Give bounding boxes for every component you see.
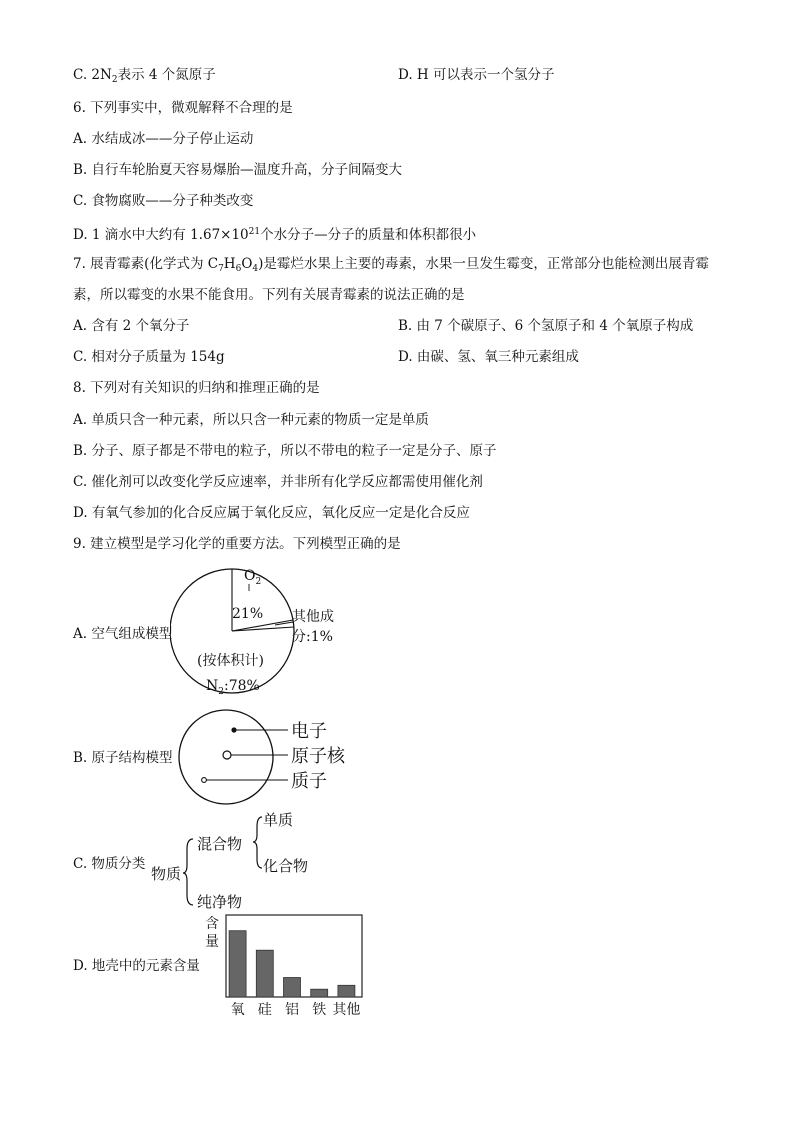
- proton-circle: [202, 778, 207, 783]
- classify-mixture: 混合物: [197, 835, 243, 853]
- q8-stem: 8. 下列对有关知识的归纳和推理正确的是: [73, 380, 320, 396]
- q7-option-b: B. 由 7 个碳原子、6 个氢原子和 4 个氧原子构成: [398, 318, 694, 334]
- q7-option-d: D. 由碳、氢、氧三种元素组成: [398, 349, 579, 365]
- x-tick-label-2: 铝: [285, 1002, 299, 1018]
- q6-option-d: D. 1 滴水中大约有 $1.67\times 10^{21}$个水分子—分子的质量和体积都很小: [73, 227, 477, 243]
- q8-option-d: D. 有氧气参加的化合反应属于氧化反应，氧化反应一定是化合反应: [73, 505, 470, 521]
- bar-2: [284, 978, 301, 998]
- q9-option-d-label: D. 地壳中的元素含量: [73, 958, 200, 974]
- x-tick-label-1: 硅: [257, 1002, 272, 1018]
- proton-label: 质子: [291, 771, 327, 792]
- pie-o2-percent: 21%: [232, 606, 264, 622]
- crust-element-bar-chart: [198, 910, 373, 1022]
- q7-stem-line2: 素，所以霉变的水果不能食用。下列有关展青霉素的说法正确的是: [73, 287, 465, 303]
- q9-option-c-label: C. 物质分类: [73, 856, 146, 872]
- q7-stem-line1: 7. 展青霉素(化学式为 $C_7H_6O_4$)是霉烂水果上主要的毒素，水果一旦发生霉变，正常部分也能检测出展青霉: [73, 256, 709, 274]
- q5-option-c: C. $2N_2$表示 4 个氮原子: [73, 67, 216, 85]
- q8-option-a: A. 单质只含一种元素，所以只含一种元素的物质一定是单质: [73, 412, 429, 428]
- ylabel-char-2: 量: [205, 934, 219, 950]
- q7-option-c: C. 相对分子质量为 154g: [73, 349, 225, 365]
- q9-stem: 9. 建立模型是学习化学的重要方法。下列模型正确的是: [73, 536, 401, 552]
- q6-option-c: C. 食物腐败——分子种类改变: [73, 193, 254, 209]
- classify-compound: 化合物: [263, 857, 309, 875]
- pie-other-label-2: 分:1%: [292, 629, 333, 645]
- mixture-brace: [253, 817, 262, 868]
- ylabel-char-1: 含: [205, 916, 219, 932]
- atom-structure-model: [175, 708, 365, 806]
- pie-o2-label: $O_2$: [244, 568, 262, 587]
- q6-stem: 6. 下列事实中，微观解释不合理的是: [73, 100, 293, 116]
- q8-option-b: B. 分子、原子都是不带电的粒子，所以不带电的粒子一定是分子、原子: [73, 443, 497, 459]
- nucleus-circle: [223, 751, 231, 759]
- classify-pure: 纯净物: [197, 893, 243, 911]
- classify-root: 物质: [151, 865, 182, 883]
- x-tick-label-0: 氧: [230, 1002, 245, 1018]
- q9-option-a-label: A. 空气组成模型: [73, 626, 173, 642]
- pie-note: (按体积计): [197, 653, 264, 669]
- bar-4: [338, 985, 355, 997]
- pie-other-label-1: 其他成: [292, 609, 334, 625]
- q8-option-c: C. 催化剂可以改变化学反应速率，并非所有化学反应都需使用催化剂: [73, 474, 483, 490]
- q7-option-a: A. 含有 2 个氧分子: [73, 318, 190, 334]
- q6-option-b: B. 自行车轮胎夏天容易爆胎—温度升高，分子间隔变大: [73, 162, 403, 178]
- classify-element: 单质: [263, 811, 294, 829]
- pie-n2-label: $N_2:78\%$: [206, 678, 260, 697]
- x-tick-label-4: 其他: [332, 1002, 361, 1018]
- x-tick-label-3: 铁: [312, 1002, 327, 1018]
- q6-option-a: A. 水结成冰——分子停止运动: [73, 131, 254, 147]
- electron-label: 电子: [291, 721, 327, 742]
- air-composition-pie: [170, 565, 370, 700]
- matter-classification: [145, 805, 335, 915]
- bar-0: [229, 931, 246, 997]
- nucleus-label: 原子核: [291, 746, 345, 767]
- bar-1: [256, 950, 273, 997]
- q9-option-b-label: B. 原子结构模型: [73, 750, 173, 766]
- bar-3: [311, 989, 328, 997]
- q5-option-d: D. H 可以表示一个氢分子: [398, 67, 555, 83]
- chart-ylabel: [205, 916, 219, 950]
- root-brace: [183, 839, 193, 905]
